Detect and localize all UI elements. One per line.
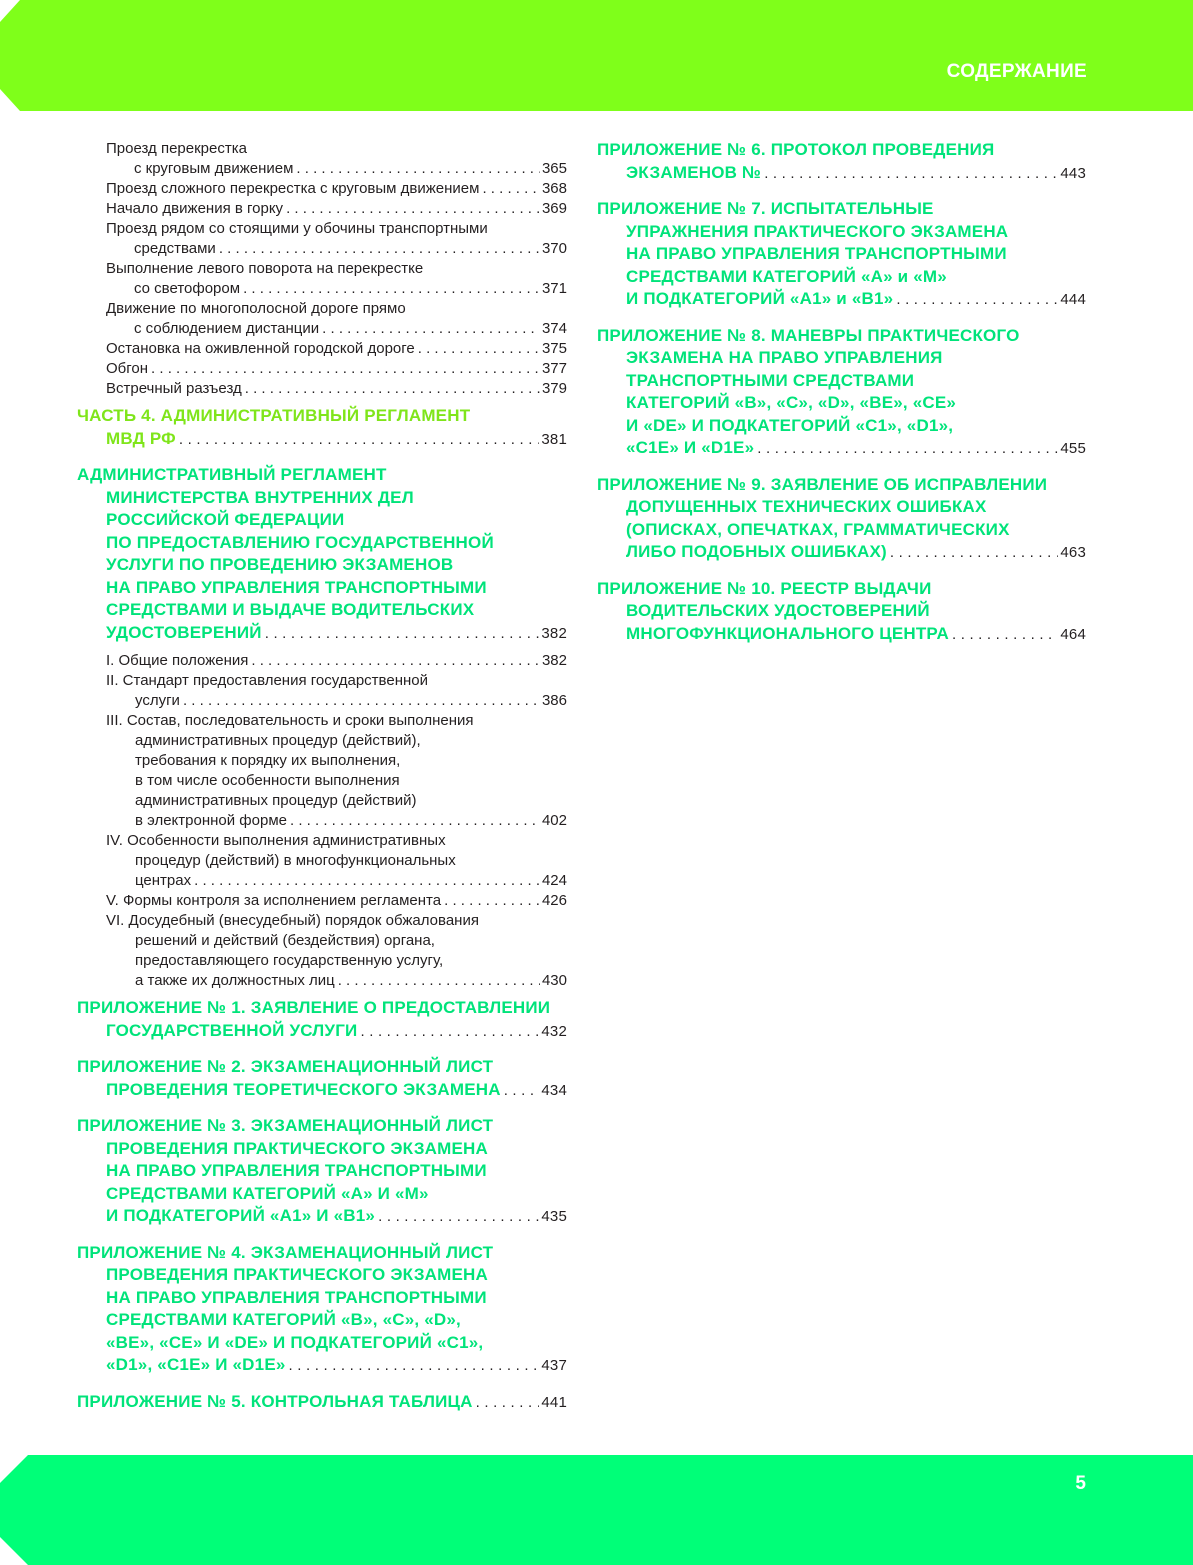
entry-title: центрах: [135, 872, 192, 889]
heading-title: «C1E» И «D1E»: [626, 438, 755, 457]
toc-right-column: [597, 139, 1086, 646]
page-ref: 443: [1060, 164, 1086, 182]
toc-heading[interactable]: [597, 578, 1086, 647]
heading-title: ПРИЛОЖЕНИЕ № 2. ЭКЗАМЕНАЦИОННЫЙ ЛИСТ: [77, 1057, 494, 1076]
heading-title: МНОГОФУНКЦИОНАЛЬНОГО ЦЕНТРА: [626, 623, 949, 643]
heading-title: ДОПУЩЕННЫХ ТЕХНИЧЕСКИХ ОШИБКАХ: [626, 497, 987, 516]
leader-dots: [479, 179, 540, 199]
heading-title: ПРИЛОЖЕНИЕ № 6. ПРОТОКОЛ ПРОВЕДЕНИЯ: [597, 140, 995, 159]
leader-dots: [893, 289, 1058, 312]
leader-dots: [240, 279, 540, 299]
toc-left-column: [77, 139, 567, 1414]
heading-title: ТРАНСПОРТНЫМИ СРЕДСТВАМИ: [626, 370, 915, 390]
entry-title: с круговым движением: [134, 160, 294, 177]
toc-entry[interactable]: [77, 259, 567, 299]
heading-title: НА ПРАВО УПРАВЛЕНИЯ ТРАНСПОРТНЫМИ: [106, 577, 487, 597]
heading-title: УПРАЖНЕНИЯ ПРАКТИЧЕСКОГО ЭКЗАМЕНА: [626, 221, 1009, 241]
page-ref: 374: [541, 320, 567, 337]
entry-title: а также их должностных лиц: [135, 972, 335, 989]
leader-dots: [262, 623, 540, 646]
entry-title: III. Состав, последовательность и сроки выполнения: [106, 712, 474, 729]
leader-dots: [191, 871, 540, 891]
heading-title: ЛИБО ПОДОБНЫХ ОШИБКАХ): [626, 542, 887, 561]
heading-title: ЭКЗАМЕНА НА ПРАВО УПРАВЛЕНИЯ: [626, 348, 943, 367]
heading-title: ПРИЛОЖЕНИЕ № 3. ЭКЗАМЕНАЦИОННЫЙ ЛИСТ: [77, 1116, 494, 1135]
toc-heading[interactable]: [77, 1115, 567, 1229]
heading-title: ПРИЛОЖЕНИЕ № 1. ЗАЯВЛЕНИЕ О ПРЕДОСТАВЛЕНИИ: [77, 998, 551, 1017]
page-ref: 441: [541, 1393, 567, 1411]
toc-heading[interactable]: [77, 997, 567, 1043]
heading-title: ГОСУДАРСТВЕННОЙ УСЛУГИ: [106, 1020, 358, 1040]
page-ref: 386: [541, 692, 567, 709]
leader-dots: [180, 691, 540, 711]
heading-title: МИНИСТЕРСТВА ВНУТРЕННИХ ДЕЛ: [106, 487, 414, 507]
entry-title: требования к порядку их выполнения,: [135, 752, 401, 769]
page-ref: 365: [541, 160, 567, 177]
leader-dots: [287, 811, 540, 831]
leader-dots: [949, 624, 1058, 647]
page-ref: 432: [541, 1022, 567, 1040]
heading-title: ПРИЛОЖЕНИЕ № 4. ЭКЗАМЕНАЦИОННЫЙ ЛИСТ: [77, 1242, 494, 1262]
toc-entry[interactable]: [77, 359, 567, 379]
entry-title: VI. Досудебный (внесудебный) порядок обжалования: [106, 912, 479, 929]
heading-title: УДОСТОВЕРЕНИЙ: [106, 622, 262, 642]
leader-dots: [148, 359, 540, 379]
entry-title: I. Общие положения: [106, 652, 249, 669]
heading-title: ПРОВЕДЕНИЯ ПРАКТИЧЕСКОГО ЭКЗАМЕНА: [106, 1138, 489, 1158]
page-ref: 463: [1060, 544, 1086, 561]
entry-title: процедур (действий) в многофункциональных: [135, 852, 456, 869]
entry-title: предоставляющего государственную услугу,: [135, 952, 444, 969]
heading-title: ПРИЛОЖЕНИЕ № 10. РЕЕСТР ВЫДАЧИ: [597, 578, 932, 598]
page-ref: 434: [541, 1081, 567, 1099]
heading-title: ПРИЛОЖЕНИЕ № 5. КОНТРОЛЬНАЯ ТАБЛИЦА: [77, 1391, 473, 1411]
toc-heading[interactable]: [77, 1391, 567, 1415]
entry-title: в электронной форме: [135, 812, 287, 829]
leader-dots: [415, 339, 540, 359]
heading-title: НА ПРАВО УПРАВЛЕНИЯ ТРАНСПОРТНЫМИ: [626, 244, 1007, 263]
page-ref: 370: [541, 240, 567, 257]
page-ref: 464: [1060, 625, 1086, 643]
entry-title: Встречный разъезд: [106, 380, 242, 397]
toc-heading[interactable]: [77, 1242, 567, 1378]
page-ref: 430: [541, 972, 567, 989]
heading-title: СРЕДСТВАМИ И ВЫДАЧЕ ВОДИТЕЛЬСКИХ: [106, 600, 475, 619]
page-ref: 369: [541, 200, 567, 217]
entry-title: решений и действий (бездействия) органа,: [135, 932, 435, 949]
page-ref: 379: [541, 380, 567, 397]
leader-dots: [216, 239, 540, 259]
entry-title: со светофором: [134, 280, 241, 297]
leader-dots: [473, 1392, 540, 1415]
entry-title: с соблюдением дистанции: [134, 320, 320, 337]
page-number: 5: [1075, 1473, 1086, 1494]
page-ref: 381: [541, 430, 567, 448]
toc-entry[interactable]: [77, 891, 567, 911]
page-ref: 375: [541, 340, 567, 357]
entry-title: средствами: [134, 240, 216, 257]
heading-title: РОССИЙСКОЙ ФЕДЕРАЦИИ: [106, 510, 345, 529]
toc-heading[interactable]: [597, 474, 1086, 565]
heading-title: «D1», «C1E» И «D1E»: [106, 1355, 286, 1374]
toc-entry[interactable]: [77, 831, 567, 891]
heading-title: МВД РФ: [106, 428, 176, 448]
page-ref: 371: [541, 280, 567, 297]
page-ref: 382: [541, 652, 567, 669]
heading-title: УСЛУГИ ПО ПРОВЕДЕНИЮ ЭКЗАМЕНОВ: [106, 555, 454, 574]
toc-heading[interactable]: [597, 139, 1086, 185]
heading-title: «ВЕ», «СЕ» И «DE» И ПОДКАТЕГОРИЙ «С1»,: [106, 1332, 484, 1352]
page-ref: 402: [541, 812, 567, 829]
leader-dots: [286, 1355, 540, 1378]
heading-title: И «DE» И ПОДКАТЕГОРИЙ «С1», «D1»,: [626, 415, 954, 435]
entry-title: Проезд рядом со стоящими у обочины транспортными: [106, 220, 488, 237]
toc-entry[interactable]: [77, 711, 567, 831]
heading-title: АДМИНИСТРАТИВНЫЙ РЕГЛАМЕНТ: [77, 465, 387, 484]
leader-dots: [887, 542, 1058, 565]
heading-title: ПРОВЕДЕНИЯ ТЕОРЕТИЧЕСКОГО ЭКЗАМЕНА: [106, 1079, 501, 1099]
entry-title: Проезд сложного перекрестка с круговым движением: [106, 180, 480, 197]
entry-title: Выполнение левого поворота на перекрестке: [106, 260, 424, 277]
page-ref: 377: [541, 360, 567, 377]
toc-heading[interactable]: [77, 1056, 567, 1102]
leader-dots: [375, 1206, 539, 1229]
section-title: СОДЕРЖАНИЕ: [946, 61, 1087, 82]
heading-title: ПРИЛОЖЕНИЕ № 8. МАНЕВРЫ ПРАКТИЧЕСКОГО: [597, 325, 1020, 345]
toc-entry[interactable]: [77, 671, 567, 711]
entry-title: Проезд перекрестка: [106, 140, 247, 157]
toc-entry[interactable]: [77, 379, 567, 399]
page-ref: 382: [541, 624, 567, 642]
heading-title: (ОПИСКАХ, ОПЕЧАТКАХ, ГРАММАТИЧЕСКИХ: [626, 519, 1010, 539]
heading-title: СРЕДСТВАМИ КАТЕГОРИЙ «В», «С», «D»,: [106, 1310, 461, 1329]
toc-entry[interactable]: [77, 199, 567, 219]
heading-title: НА ПРАВО УПРАВЛЕНИЯ ТРАНСПОРТНЫМИ: [106, 1161, 487, 1180]
toc-entry[interactable]: [77, 651, 567, 671]
heading-title: СРЕДСТВАМИ КАТЕГОРИЙ «А» и «М»: [626, 266, 947, 286]
page-ref: 426: [541, 892, 567, 909]
page-ref: 444: [1060, 291, 1086, 308]
heading-title: ЧАСТЬ 4. АДМИНИСТРАТИВНЫЙ РЕГЛАМЕНТ: [77, 406, 471, 425]
heading-title: ВОДИТЕЛЬСКИХ УДОСТОВЕРЕНИЙ: [626, 601, 930, 620]
heading-title: КАТЕГОРИЙ «В», «С», «D», «ВЕ», «СЕ»: [626, 393, 957, 412]
toc-entry[interactable]: [77, 339, 567, 359]
footer-banner: [0, 1455, 1193, 1565]
entry-title: II. Стандарт предоставления государственной: [106, 672, 428, 689]
leader-dots: [283, 199, 540, 219]
page-ref: 424: [541, 872, 567, 889]
entry-title: Движение по многополосной дороге прямо: [106, 300, 406, 317]
entry-title: Начало движения в горку: [106, 200, 284, 217]
toc-entry[interactable]: [77, 139, 567, 179]
heading-title: СРЕДСТВАМИ КАТЕГОРИЙ «А» И «М»: [106, 1183, 429, 1203]
heading-title: ПРИЛОЖЕНИЕ № 7. ИСПЫТАТЕЛЬНЫЕ: [597, 199, 934, 218]
page-ref: 435: [541, 1208, 567, 1225]
toc-entry[interactable]: [77, 219, 567, 259]
heading-title: ПРОВЕДЕНИЯ ПРАКТИЧЕСКОГО ЭКЗАМЕНА: [106, 1265, 489, 1284]
leader-dots: [248, 651, 540, 671]
entry-title: IV. Особенности выполнения административных: [106, 832, 446, 849]
toc-entry[interactable]: [77, 179, 567, 199]
heading-title: И ПОДКАТЕГОРИЙ «А1» И «В1»: [106, 1206, 376, 1225]
leader-dots: [335, 971, 540, 991]
leader-dots: [441, 891, 540, 911]
toc-heading[interactable]: [597, 198, 1086, 312]
leader-dots: [319, 319, 540, 339]
entry-title: услуги: [135, 692, 180, 709]
leader-dots: [242, 379, 540, 399]
leader-dots: [754, 438, 1058, 461]
leader-dots: [357, 1021, 539, 1044]
toc-part-heading[interactable]: [77, 405, 567, 451]
entry-title: в том числе особенности выполнения: [135, 772, 400, 789]
page-ref: 437: [541, 1357, 567, 1374]
entry-title: административных процедур (действий),: [135, 732, 421, 749]
entry-title: V. Формы контроля за исполнением регламента: [106, 892, 442, 909]
heading-title: НА ПРАВО УПРАВЛЕНИЯ ТРАНСПОРТНЫМИ: [106, 1287, 487, 1307]
leader-dots: [293, 159, 540, 179]
leader-dots: [761, 163, 1058, 186]
header-banner: [0, 0, 1193, 111]
toc-entry[interactable]: [77, 911, 567, 991]
heading-title: ПРИЛОЖЕНИЕ № 9. ЗАЯВЛЕНИЕ ОБ ИСПРАВЛЕНИИ: [597, 474, 1048, 494]
heading-title: ЭКЗАМЕНОВ №: [626, 162, 762, 182]
leader-dots: [501, 1080, 540, 1103]
heading-title: И ПОДКАТЕГОРИЙ «А1» и «В1»: [626, 289, 894, 308]
toc-heading[interactable]: [77, 464, 567, 645]
page-ref: 368: [541, 180, 567, 197]
toc-heading[interactable]: [597, 325, 1086, 461]
entry-title: Остановка на оживленной городской дороге: [106, 340, 415, 357]
entry-title: административных процедур (действий): [135, 792, 417, 809]
entry-title: Обгон: [106, 360, 149, 377]
toc-entry[interactable]: [77, 299, 567, 339]
heading-title: ПО ПРЕДОСТАВЛЕНИЮ ГОСУДАРСТВЕННОЙ: [106, 532, 494, 552]
page-ref: 455: [1060, 440, 1086, 457]
leader-dots: [176, 429, 539, 452]
